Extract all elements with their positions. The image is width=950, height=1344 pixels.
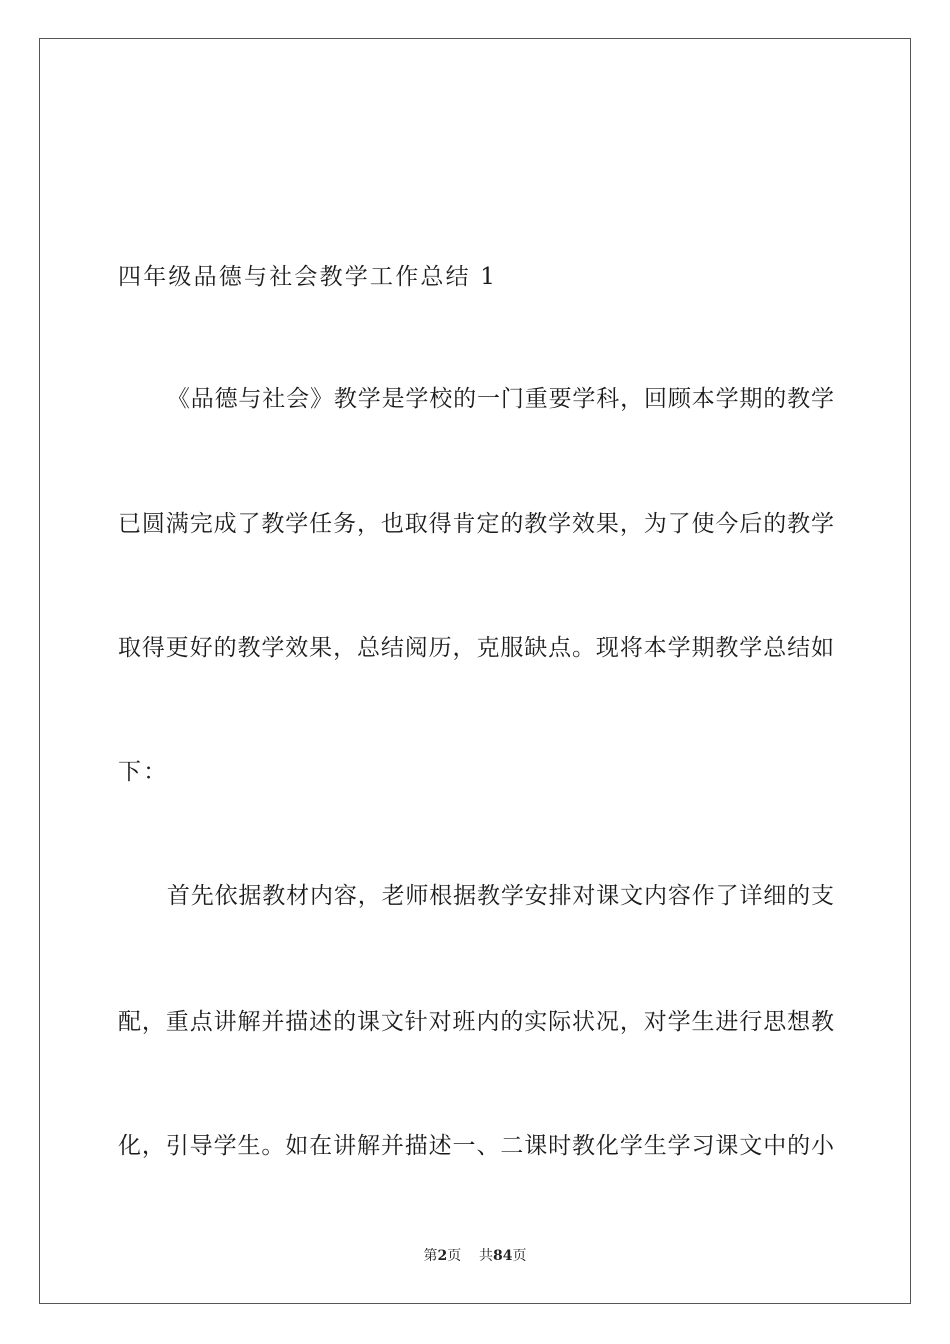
footer-total-suffix: 页 xyxy=(512,1248,527,1264)
footer-page-number: 2 xyxy=(437,1248,448,1264)
paragraph-2-line-1 xyxy=(118,881,834,911)
page-border xyxy=(39,38,911,1304)
document-title: 四年级品德与社会教学工作总结 1 xyxy=(118,264,498,290)
paragraph-1-line-2: 已圆满完成了教学任务，也取得肯定的教学效果，为了使今后的教学 xyxy=(118,511,834,537)
paragraph-1-line-4: 下： xyxy=(118,759,169,785)
paragraph-text: 首先依据教材内容，老师根据教学安排对课文内容作了详细的支 xyxy=(166,883,834,909)
footer-page-prefix: 第 xyxy=(423,1248,438,1264)
paragraph-1-line-1 xyxy=(118,384,834,414)
paragraph-text: 《品德与社会》教学是学校的一门重要学科，回顾本学期的教学 xyxy=(166,386,834,412)
paragraph-2-line-2: 配，重点讲解并描述的课文针对班内的实际状况，对学生进行思想教 xyxy=(118,1009,834,1035)
paragraph-2-line-3: 化，引导学生。如在讲解并描述一、二课时教化学生学习课文中的小 xyxy=(118,1133,834,1159)
footer-total-pages: 84 xyxy=(493,1248,513,1264)
footer-page-suffix: 页 xyxy=(447,1248,462,1264)
page-footer xyxy=(0,1247,950,1265)
paragraph-1-line-3: 取得更好的教学效果，总结阅历，克服缺点。现将本学期教学总结如 xyxy=(118,635,834,661)
footer-total-prefix: 共 xyxy=(479,1248,494,1264)
